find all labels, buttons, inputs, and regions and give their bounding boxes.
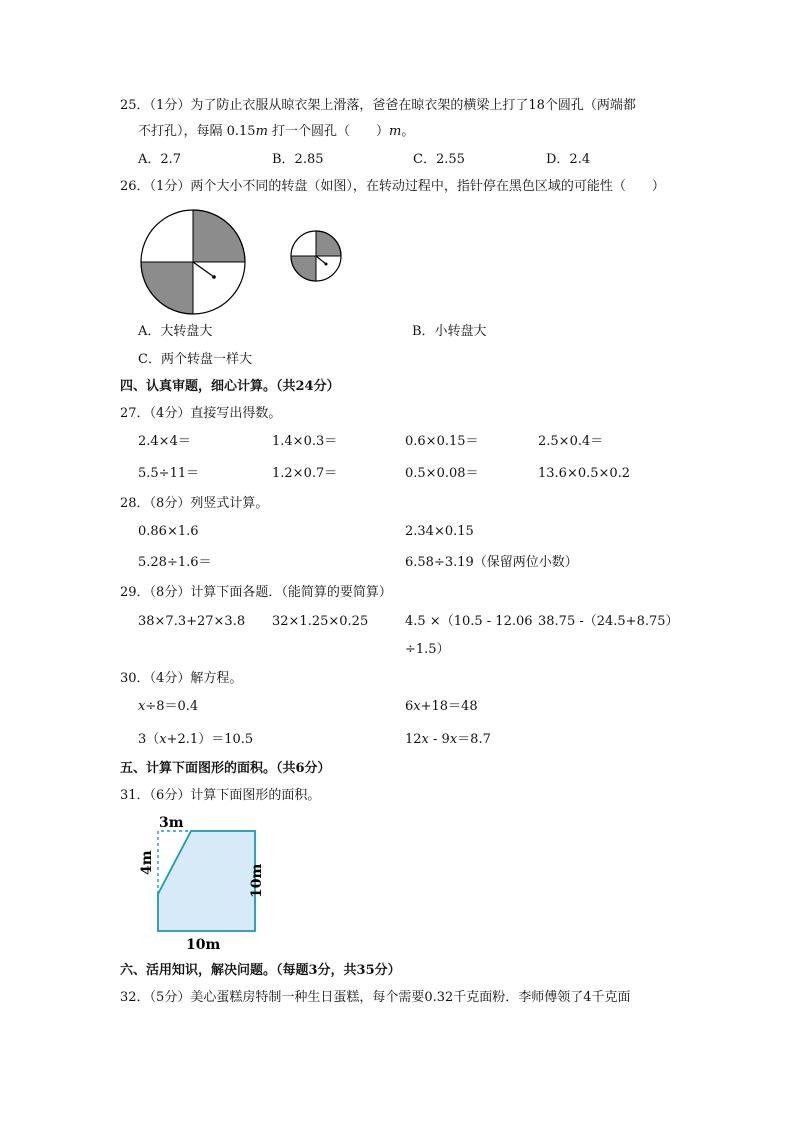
q30-stem: 30．（4分）解方程。 xyxy=(120,671,243,686)
q27-item: 13.6×0.5×0.2 xyxy=(538,466,631,481)
q27-item: 1.2×0.7＝ xyxy=(272,466,338,481)
q29-item: 38.75 -（24.5+8.75） xyxy=(538,614,679,629)
equation-text: 3（ xyxy=(138,732,160,747)
q27-item: 2.4×4＝ xyxy=(138,434,191,449)
equation-text: ＝8.7 xyxy=(457,732,491,747)
q29-item-continued: ÷1.5） xyxy=(405,642,450,657)
variable-x: x xyxy=(159,732,167,747)
q28-item: 6.58÷3.19（保留两位小数） xyxy=(405,555,578,570)
label-left-4m: 4m xyxy=(139,850,155,875)
q30-equation-2 xyxy=(405,700,478,713)
q31-stem: 31．（6分）计算下面图形的面积。 xyxy=(120,788,321,803)
variable-x: x xyxy=(413,699,421,714)
q28-stem: 28．（8分）列竖式计算。 xyxy=(120,496,269,511)
q32-stem: 32．（5分）美心蛋糕房特制一种生日蛋糕，每个需要0.32千克面粉．李师傅领了4千克面 xyxy=(120,990,631,1005)
q25-unit-m: m xyxy=(255,124,268,139)
q30-equation-1 xyxy=(138,700,198,713)
large-spinner-shaded-top-right xyxy=(193,210,245,262)
equation-text: 12 xyxy=(405,732,422,747)
large-spinner-pointer xyxy=(193,262,214,277)
label-right-10m: 10m xyxy=(249,863,265,898)
q29-item: 4.5 ×（10.5 - 12.06 xyxy=(405,614,533,629)
pentagon-shape xyxy=(158,831,255,931)
section6-title: 六、活用知识，解决问题。（每题3分，共35分） xyxy=(120,963,401,978)
q25-line2 xyxy=(138,125,414,138)
small-spinner-pointer xyxy=(316,256,326,264)
equation-text: - 9 xyxy=(428,732,450,747)
section5-title: 五、计算下面图形的面积。（共6分） xyxy=(120,761,331,776)
q25-line2-b: 打一个圆孔（ ） xyxy=(267,124,390,139)
q25-option-b[interactable]: B．2.85 xyxy=(272,152,324,167)
q25-unit-m2: m xyxy=(389,124,402,139)
large-spinner xyxy=(141,210,245,314)
variable-x: x xyxy=(449,732,458,747)
q29-stem: 29．（8分）计算下面各题．（能简算的要简算） xyxy=(120,585,392,600)
q29-item: 38×7.3+27×3.8 xyxy=(138,614,246,629)
q28-item: 2.34×0.15 xyxy=(405,524,474,539)
q28-item: 5.28÷1.6＝ xyxy=(138,555,212,570)
q27-item: 1.4×0.3＝ xyxy=(272,434,338,449)
q26-option-b[interactable]: B．小转盘大 xyxy=(412,324,487,339)
q28-item: 0.86×1.6 xyxy=(138,524,199,539)
q27-item: 5.5÷11＝ xyxy=(138,466,200,481)
pentagon-figure xyxy=(130,808,290,956)
equation-text: 6 xyxy=(405,699,414,714)
label-bottom-10m: 10m xyxy=(186,937,221,953)
q25-line2-a: 不打孔），每隔 0.15 xyxy=(138,124,256,139)
variable-x: x xyxy=(421,732,429,747)
equation-text: ÷8＝0.4 xyxy=(145,699,199,714)
large-spinner-shaded-bottom-left xyxy=(141,262,193,314)
label-top-3m: 3m xyxy=(159,815,184,831)
small-spinner xyxy=(291,231,341,281)
equation-text: +2.1）＝10.5 xyxy=(166,732,254,747)
equation-text: +18＝48 xyxy=(420,699,478,714)
spinner-figures xyxy=(130,200,360,320)
q27-item: 0.5×0.08＝ xyxy=(405,466,479,481)
q25-line2-end: 。 xyxy=(401,124,415,139)
q27-item: 2.5×0.4＝ xyxy=(538,434,604,449)
q26-option-a[interactable]: A．大转盘大 xyxy=(138,324,213,339)
q30-equation-3 xyxy=(138,733,253,746)
q26-option-c[interactable]: C．两个转盘一样大 xyxy=(138,352,252,367)
q26-stem: 26．（1分）两个大小不同的转盘（如图），在转动过程中，指针停在黑色区域的可能性（ ） xyxy=(120,179,665,194)
q25-line1: 25．（1分）为了防止衣服从晾衣架上滑落，爸爸在晾衣架的横梁上打了18个圆孔（两端都 xyxy=(120,98,636,113)
q25-option-d[interactable]: D．2.4 xyxy=(546,152,591,167)
q25-option-c[interactable]: C．2.55 xyxy=(413,152,465,167)
q27-stem: 27．（4分）直接写出得数。 xyxy=(120,406,282,421)
q27-item: 0.6×0.15＝ xyxy=(405,434,479,449)
variable-x: x xyxy=(138,699,146,714)
q25-option-a[interactable]: A．2.7 xyxy=(138,152,182,167)
section4-title: 四、认真审题，细心计算。（共24分） xyxy=(120,379,340,394)
q30-equation-4 xyxy=(405,733,491,746)
q29-item: 32×1.25×0.25 xyxy=(272,614,369,629)
